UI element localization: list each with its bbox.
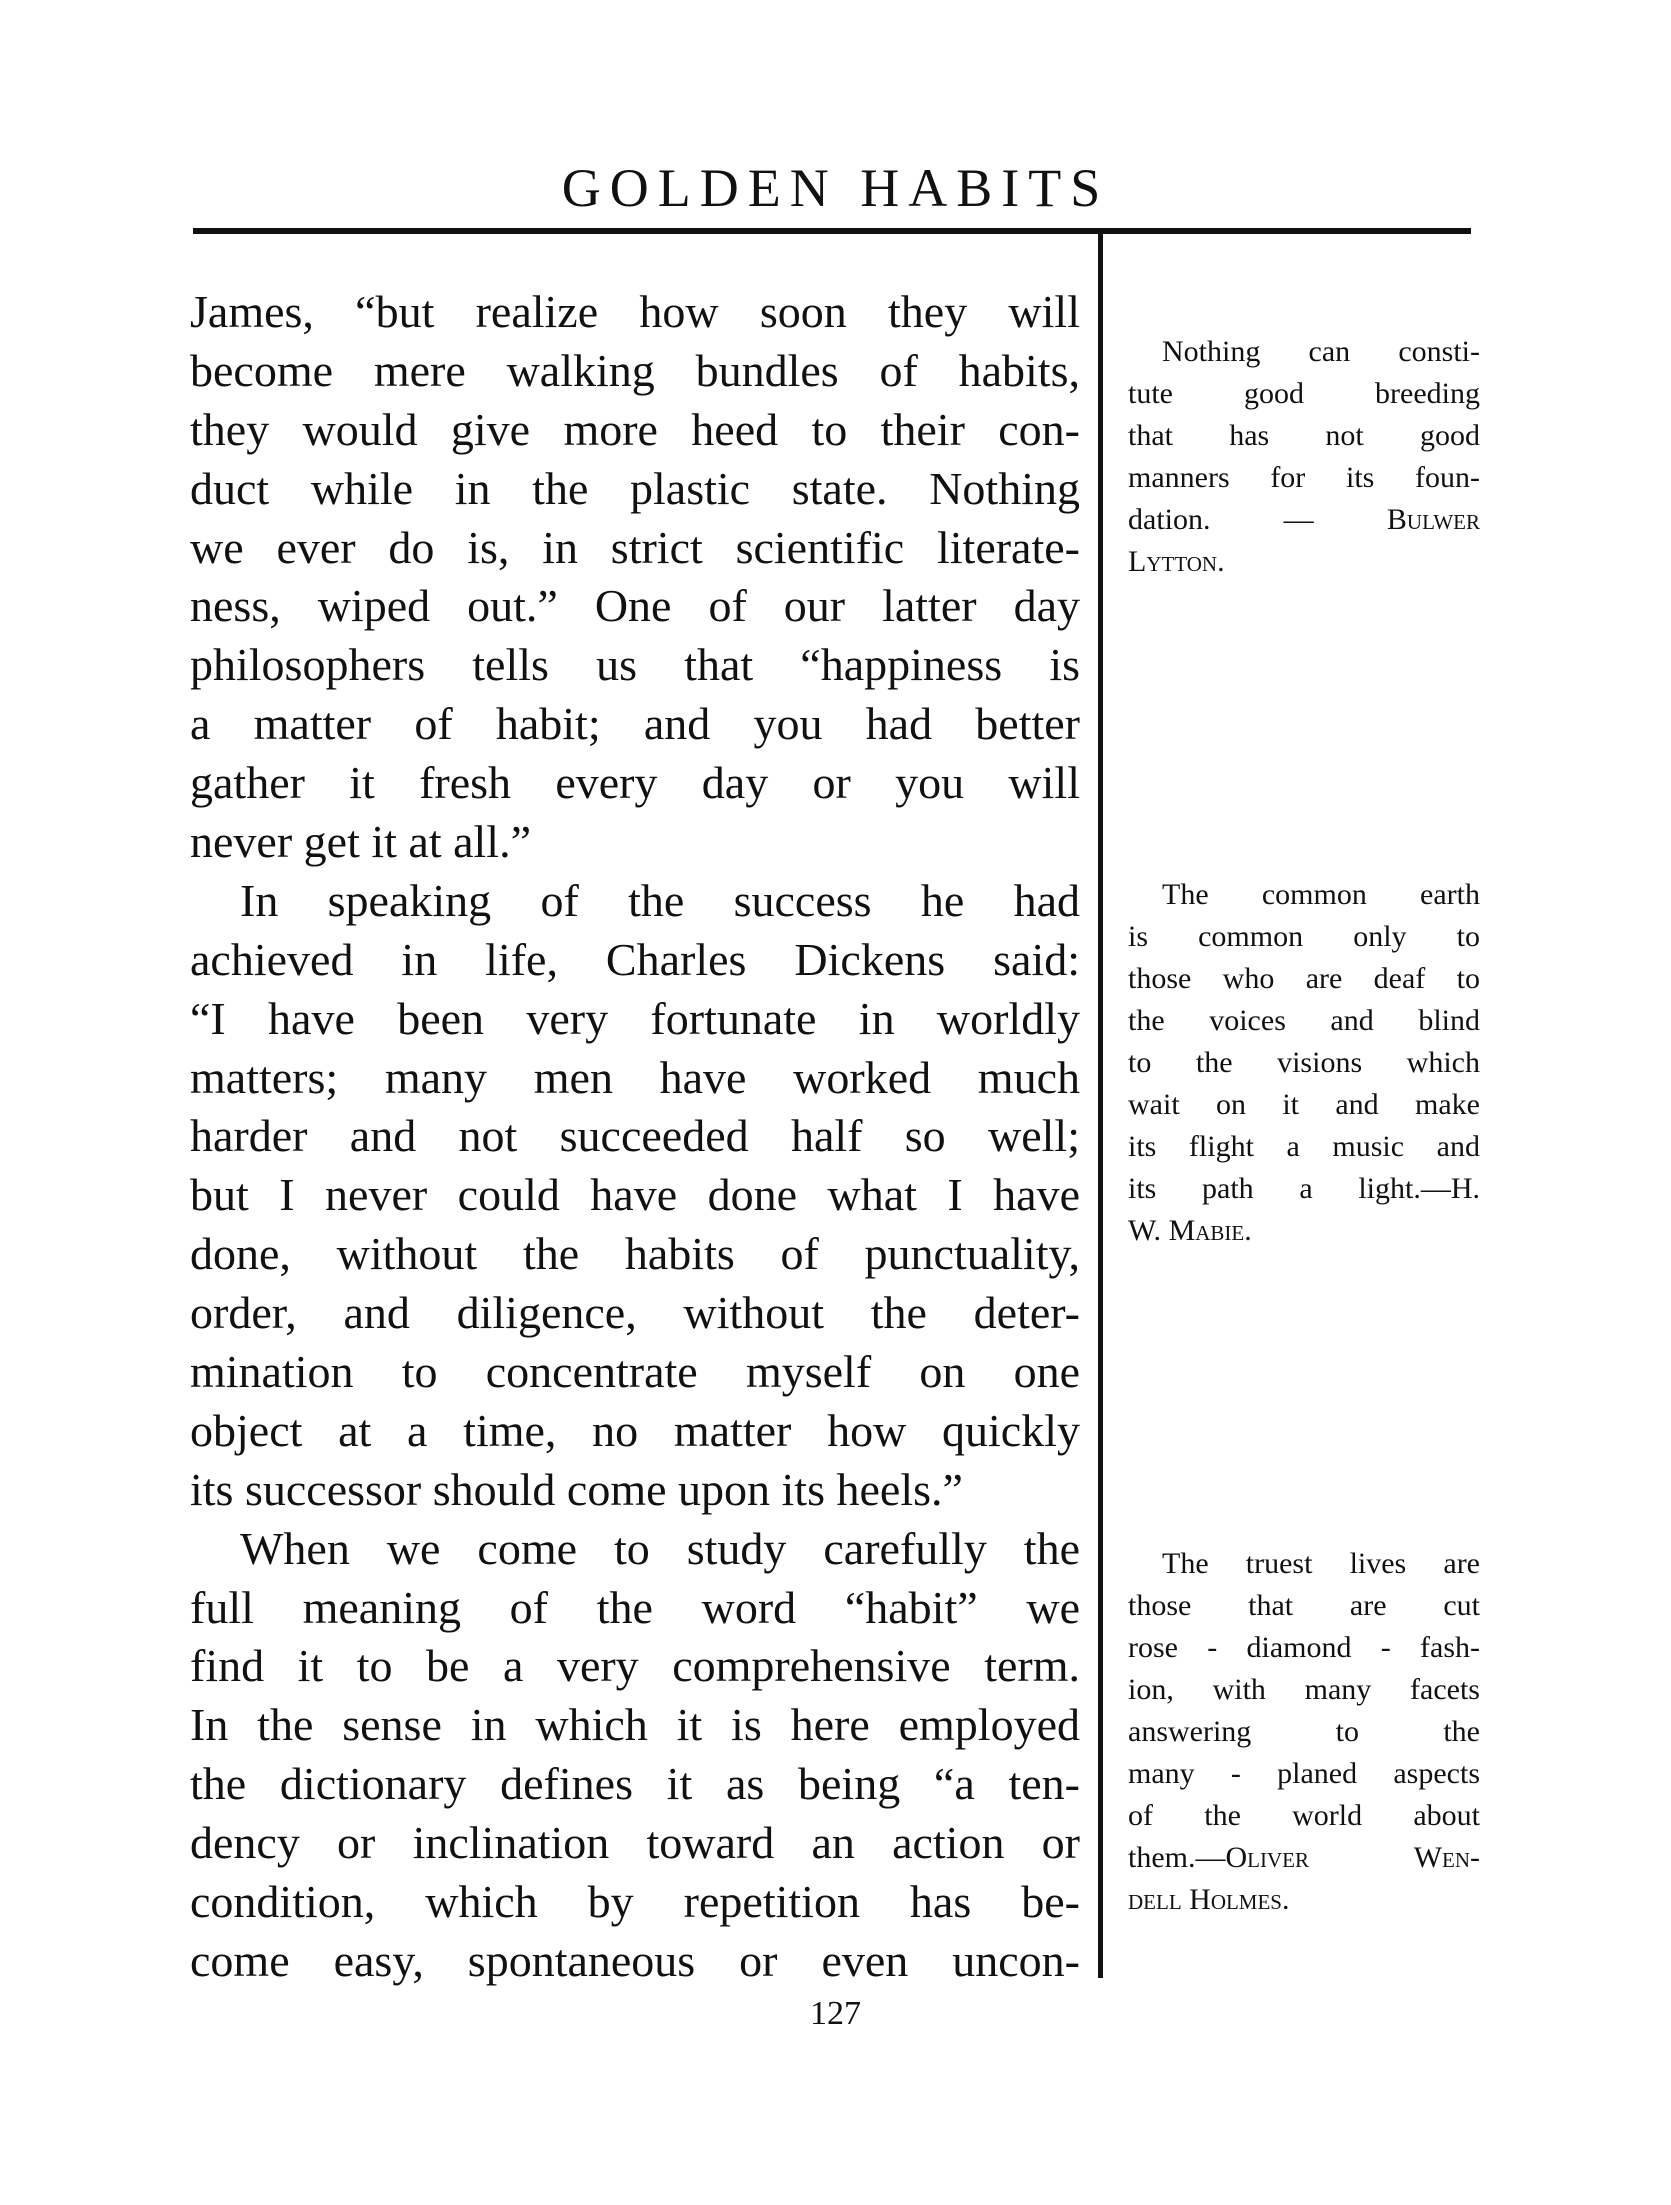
sidebar-quote-mabie: [1128, 874, 1480, 1252]
sidebar-line: the voices and blind: [1128, 1004, 1480, 1037]
text-line: James, “but realize how soon they will: [190, 286, 1080, 337]
page-number: 127: [810, 1995, 861, 2032]
sidebar-line: The truest lives are: [1162, 1547, 1480, 1580]
sidebar-quote-bulwer-lytton: [1128, 331, 1480, 583]
sidebar-line: ion, with many facets: [1128, 1673, 1480, 1706]
sidebar-line: them.—Oliver Wen-: [1128, 1841, 1480, 1874]
sidebar-line: dation. — Bulwer: [1128, 503, 1480, 536]
author-name: Lytton.: [1128, 545, 1225, 578]
text-line: but I never could have done what I have: [190, 1169, 1080, 1221]
text-line: ness, wiped out.” One of our latter day: [190, 580, 1080, 632]
text-line: its successor should come upon its heels.”: [190, 1463, 963, 1515]
header-rule: [193, 228, 1471, 234]
sidebar-line: tute good breeding: [1128, 377, 1480, 410]
text-line: full meaning of the word “habit” we: [190, 1581, 1080, 1633]
text-line: gather it fresh every day or you will: [190, 757, 1080, 809]
text-line: dency or inclination toward an action or: [190, 1817, 1080, 1869]
text-line: When we come to study carefully the: [240, 1522, 1080, 1574]
sidebar-line: [1128, 1879, 1480, 1921]
sidebar-line: of the world about: [1128, 1799, 1480, 1832]
author-name: Bulwer: [1386, 503, 1480, 536]
text-line: achieved in life, Charles Dickens said:: [190, 933, 1080, 985]
text-line: harder and not succeeded half so well;: [190, 1110, 1080, 1162]
text-line: “I have been very fortunate in worldly: [190, 992, 1080, 1044]
sidebar-line: is common only to: [1128, 920, 1480, 953]
sidebar-line: that has not good: [1128, 419, 1480, 452]
sidebar-line: wait on it and make: [1128, 1088, 1480, 1121]
sidebar-quote-holmes: [1128, 1543, 1480, 1921]
main-text-column: [190, 283, 1080, 1991]
text-line: In speaking of the success he had: [240, 874, 1080, 926]
sidebar-line: its flight a music and: [1128, 1130, 1480, 1163]
text-line: they would give more heed to their con-: [190, 403, 1080, 455]
running-head-title: GOLDEN HABITS: [561, 158, 1110, 218]
sidebar-line: The common earth: [1162, 878, 1480, 911]
sidebar-line: W. Mabie.: [1128, 1214, 1252, 1247]
text-line: object at a time, no matter how quickly: [190, 1404, 1080, 1456]
author-name: Oliver Wen-: [1225, 1841, 1480, 1874]
author-name: dell Holmes.: [1128, 1883, 1290, 1916]
text-line: matters; many men have worked much: [190, 1051, 1080, 1103]
sidebar-line: many - planed aspects: [1128, 1757, 1480, 1790]
sidebar-line: to the visions which: [1128, 1046, 1480, 1079]
sidebar-line: rose - diamond - fash-: [1128, 1631, 1480, 1664]
text-line: condition, which by repetition has be-: [190, 1876, 1080, 1928]
sidebar-line: manners for its foun-: [1128, 461, 1480, 494]
sidebar-line: Nothing can consti-: [1162, 335, 1480, 368]
sidebar-line: those that are cut: [1128, 1589, 1480, 1622]
text-line: done, without the habits of punctuality,: [190, 1228, 1080, 1280]
text-line: In the sense in which it is here employed: [190, 1699, 1080, 1751]
sidebar-line: those who are deaf to: [1128, 962, 1480, 995]
sidebar-line: answering to the: [1128, 1715, 1480, 1748]
text-line: a matter of habit; and you had better: [190, 698, 1080, 750]
text-line: mination to concentrate myself on one: [190, 1346, 1080, 1398]
sidebar-line: [1128, 541, 1480, 583]
author-name: Mabie.: [1168, 1214, 1252, 1247]
column-divider-rule: [1098, 232, 1103, 1978]
text-line: the dictionary defines it as being “a ten-: [190, 1758, 1080, 1810]
text-line: order, and diligence, without the deter-: [190, 1287, 1080, 1339]
text-line: find it to be a very comprehensive term.: [190, 1640, 1080, 1692]
text-line: never get it at all.”: [190, 816, 532, 868]
text-line: come easy, spontaneous or even uncon-: [190, 1934, 1080, 1986]
text-line: we ever do is, in strict scientific literate-: [190, 521, 1080, 573]
text-line: duct while in the plastic state. Nothing: [190, 462, 1080, 514]
sidebar-line: its path a light.—H.: [1128, 1172, 1480, 1205]
text-line: philosophers tells us that “happiness is: [190, 639, 1080, 691]
text-line: become mere walking bundles of habits,: [190, 344, 1080, 396]
